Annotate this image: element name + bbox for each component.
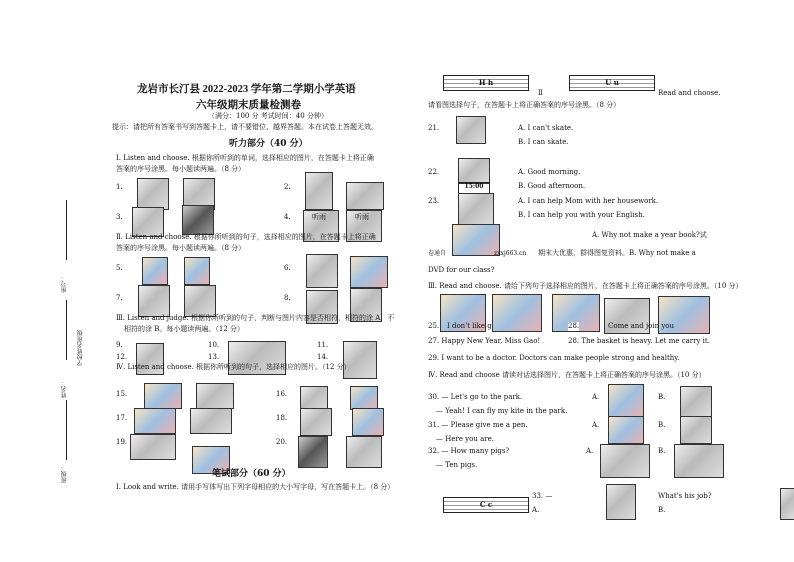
q31-picture-a — [608, 416, 644, 444]
writing-s1: Ⅰ. Look and write. 请用手写体写出下列字母相应的大小写字母，写在答题卡上。（8 分） — [116, 483, 395, 491]
q16-picture-b — [350, 386, 378, 410]
seat-label: 座号： — [61, 275, 68, 293]
q2-picture-a — [305, 172, 333, 210]
q30-line1: 30. — Let's go to the park. — [428, 393, 523, 401]
q30-picture-a — [608, 384, 644, 418]
listening-s4: Ⅳ. Listen and choose. 根据你所听到的句子，选择相应的图片。（12 分） — [116, 363, 351, 371]
q33-question: What's his job? — [658, 492, 712, 500]
q30-a-label: A. — [592, 393, 600, 401]
q22-clock: 15:00 — [458, 182, 490, 194]
q25-text: I don't like g — [447, 322, 492, 330]
q18-picture-b — [352, 408, 384, 436]
q33-b-label: B. — [658, 506, 666, 514]
q7-picture-a — [138, 285, 170, 317]
q25-num: 25. — [428, 322, 440, 330]
q11-num: 11. — [317, 341, 329, 349]
q28-text: 28. The basket is heavy. Let me carry it. — [568, 337, 710, 345]
next-page-thumbnail — [780, 488, 794, 520]
q31-line1: 31. — Please give me a pen. — [428, 421, 528, 429]
q7-num: 7. — [116, 294, 123, 302]
q23-num: 23. — [428, 197, 440, 205]
q32-picture-a — [600, 444, 650, 478]
q12-num: 12. — [116, 353, 128, 361]
q31-a-label: A. — [592, 421, 600, 429]
q6-picture-b — [350, 256, 388, 288]
q24-watermark-a: 卷通自 — [428, 250, 447, 257]
right-s4-instruction: Ⅳ. Read and choose 请读对话选择图片，在答题卡上将正确答案的序号涂黑。（10 分） — [428, 371, 706, 379]
q28-num-top: 28. — [568, 322, 580, 330]
q32-line1: 32. — How many pigs? — [428, 447, 510, 455]
q4-num: 4. — [284, 213, 291, 221]
q23-option-b: B. I can help you with your English. — [518, 211, 645, 219]
q24-option-a: A. Why not make a year book?试 — [592, 231, 707, 239]
q22-option-b: B. Good afternoon. — [518, 182, 586, 190]
q32-line2: — Ten pigs. — [436, 461, 478, 469]
q22-picture — [458, 158, 490, 184]
exam-subtitle: 六年级期末质量检测卷 — [196, 100, 301, 111]
q31-b-label: B. — [658, 421, 666, 429]
q4-label-b: 听雨 — [355, 213, 369, 221]
q13-num: 13. — [208, 353, 220, 361]
q16-picture-a — [300, 386, 328, 410]
q22-option-a: A. Good morning. — [518, 168, 581, 176]
listening-s3b: 相符的涂 B。每小题读两遍。（12 分） — [124, 325, 245, 333]
q8-num: 8. — [284, 294, 291, 302]
right-s3-instruction: Ⅲ. Read and choose. 请给下列句子选择相应的图片，在答题卡上将正确答案的序号涂黑。（10 分） — [428, 282, 743, 290]
q30-line2: — Yeah! I can fly my kite in the park. — [436, 407, 568, 415]
exam-meta: （满分：100 分 考试时间：40 分钟） — [208, 112, 328, 120]
letter-box-h[interactable]: H h — [443, 75, 529, 91]
q3-picture-b — [182, 205, 214, 235]
q27-text: 27. Happy New Year, Miss Gao! — [428, 337, 541, 345]
q19-picture-a — [130, 434, 176, 460]
q33-picture — [606, 484, 636, 520]
q7-picture-b — [184, 285, 216, 317]
q32-picture-b — [674, 444, 724, 478]
q21-picture — [456, 116, 486, 144]
q24-option-b: 期末大优惠，群得图复资料。B. Why not make a — [538, 249, 696, 257]
letter-box-c[interactable]: C c — [443, 497, 529, 513]
writing-heading: 笔试部分（60 分） — [212, 469, 291, 479]
q5-picture-a — [142, 257, 168, 285]
class-label: 班级： — [61, 465, 68, 483]
exam-title: 龙岩市长汀县 2022-2023 学年第二学期小学英语 — [137, 84, 356, 95]
school-label: 学校姓名班级 — [77, 330, 84, 366]
q21-option-b: B. I can skate. — [518, 138, 569, 146]
right-s2-instruction: 请看图选择句子，在答题卡上将正确答案的序号涂黑。（8 分） — [428, 101, 621, 109]
q1-num: 1. — [116, 183, 123, 191]
q17-picture-a — [134, 408, 176, 434]
q23-option-a: A. I can help Mom with her housework. — [518, 197, 659, 205]
q20-picture-a — [298, 436, 328, 468]
listening-s3: Ⅲ. Listen and judge. 根据你所听到的句子，判断与图片内容是否相符，相符的涂 A，不 — [116, 314, 395, 322]
q24-picture — [452, 224, 500, 256]
q20-picture-b — [346, 436, 382, 468]
q10-num: 10. — [208, 341, 220, 349]
q16-num: 16. — [276, 390, 288, 398]
q24-watermark-b: zxxj663.cn — [494, 250, 527, 257]
listening-heading: 听力部分（40 分） — [229, 139, 308, 149]
q6-num: 6. — [284, 264, 291, 272]
q21-num: 21. — [428, 124, 440, 132]
q2-num: 2. — [284, 183, 291, 191]
q14-num: 14. — [317, 353, 329, 361]
q24-option-b-cont: DVD for our class? — [428, 266, 495, 274]
q15-num: 15. — [116, 390, 128, 398]
q17-picture-b — [190, 408, 232, 434]
q5-picture-b — [184, 257, 210, 285]
right-s2-numeral: Ⅱ — [538, 89, 543, 97]
q18-picture-a — [300, 408, 332, 436]
q23-picture — [458, 193, 494, 225]
q3-num: 3. — [116, 213, 123, 221]
q9-num: 9. — [116, 341, 123, 349]
q29-text: 29. I want to be a doctor. Doctors can make people strong and healthy. — [428, 354, 680, 362]
right-s2-title: Read and choose. — [658, 89, 721, 97]
q33-a-label: A. — [532, 506, 540, 514]
q17-num: 17. — [116, 414, 128, 422]
listening-s2b: 答案的序号涂黑。每小题读两遍。（8 分） — [116, 244, 246, 252]
q30-b-label: B. — [658, 393, 666, 401]
q28-text-top: Come and join you — [608, 322, 674, 330]
q18-num: 18. — [276, 414, 288, 422]
listening-s1: Ⅰ. Listen and choose. 根据你所听到的单词，选择相应的图片，在答题卡上将正确 — [116, 154, 374, 162]
q33-num: 33. — — [532, 492, 553, 500]
s3-picture-b — [492, 294, 542, 332]
q31-picture-b — [680, 416, 712, 444]
q32-a-label: A. — [586, 447, 594, 455]
q1-picture-a — [137, 178, 169, 210]
q15-picture-b — [196, 383, 234, 409]
q20-num: 20. — [276, 438, 288, 446]
q31-line2: — Here you are. — [436, 435, 494, 443]
q19-num: 19. — [116, 438, 128, 446]
q5-num: 5. — [116, 264, 123, 272]
q6-picture-a — [306, 254, 338, 288]
q2-picture-b — [346, 182, 384, 210]
listening-s2: Ⅱ. Listen and choose. 根据你所听到的句子，选择相应的图片，在答题卡上将正确 — [116, 233, 376, 241]
letter-box-u[interactable]: U u — [569, 75, 655, 91]
q11-picture — [343, 341, 377, 379]
q21-option-a: A. I can't skate. — [518, 124, 574, 132]
q4-label-a: 听雨 — [312, 213, 326, 221]
q15-picture-a — [144, 383, 182, 409]
q22-num: 22. — [428, 168, 440, 176]
q30-picture-b — [680, 386, 712, 418]
q32-b-label: B. — [658, 447, 666, 455]
exam-tip: 提示：请把所有答案书写到答题卡上，请不要错位、越界答题。本在试卷上答题无效。 — [112, 123, 378, 131]
name-label: 姓名： — [61, 380, 68, 398]
listening-s1b: 答案的序号涂黑。每小题读两遍。（8 分） — [116, 165, 246, 173]
